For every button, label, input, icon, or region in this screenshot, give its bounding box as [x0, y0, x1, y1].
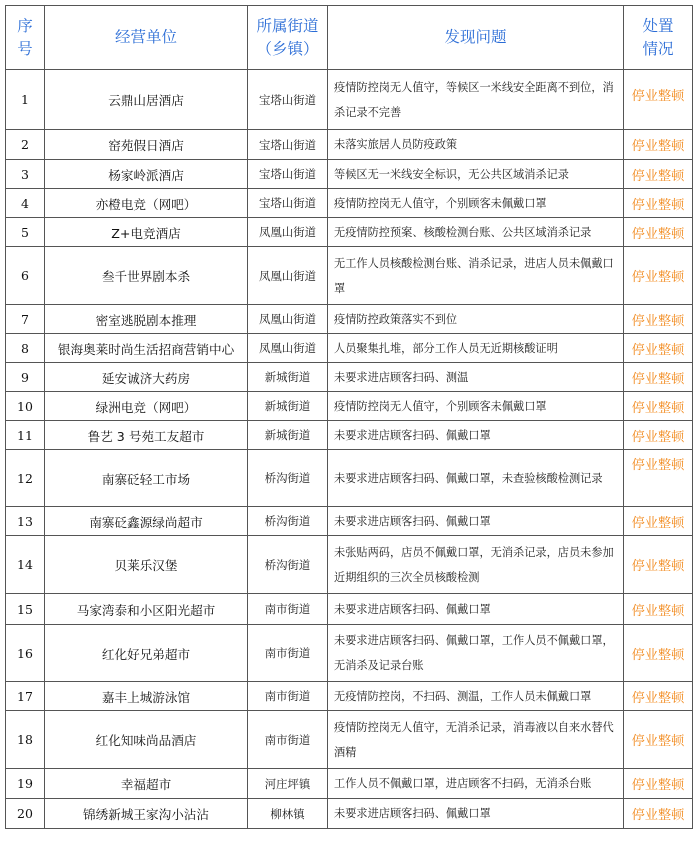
row-business-unit: 南寨砭鑫源绿尚超市: [45, 507, 248, 536]
row-disposal: [624, 450, 693, 507]
row-business-unit: 马家湾泰和小区阳光超市: [45, 594, 248, 625]
row-serial-number: 11: [6, 421, 45, 450]
row-issue: 未落实旅居人员防疫政策: [328, 130, 624, 160]
row-business-unit: 红化好兄弟超市: [45, 625, 248, 682]
table-row: [6, 536, 693, 594]
row-street: 南市街道: [248, 682, 328, 711]
row-serial-number: 14: [6, 536, 45, 594]
row-disposal: 停业整顿: [624, 594, 693, 625]
row-disposal: 停业整顿: [624, 305, 693, 334]
row-business-unit: 延安诚济大药房: [45, 363, 248, 392]
row-issue: 未要求进店顾客扫码、测温: [328, 363, 624, 392]
row-street: 柳林镇: [248, 799, 328, 829]
row-serial-number: 10: [6, 392, 45, 421]
row-serial-number: 4: [6, 189, 45, 218]
row-issue: 疫情防控岗无人值守，无消杀记录，消毒液以自来水替代酒精: [328, 711, 624, 769]
row-business-unit: Z+电竞酒店: [45, 218, 248, 247]
table-row: [6, 160, 693, 189]
table-row: [6, 392, 693, 421]
row-issue: 无疫情防控岗，不扫码、测温，工作人员未佩戴口罩: [328, 682, 624, 711]
table-row: [6, 334, 693, 363]
row-business-unit: 杨家岭派酒店: [45, 160, 248, 189]
row-serial-number: 6: [6, 247, 45, 305]
header-issues-found: 发现问题: [328, 6, 624, 70]
row-street: 南市街道: [248, 711, 328, 769]
row-disposal-text: 停业整顿: [631, 89, 685, 104]
row-disposal: [624, 70, 693, 130]
row-serial-number: 3: [6, 160, 45, 189]
row-issue: 无疫情防控预案、核酸检测台账、公共区域消杀记录: [328, 218, 624, 247]
row-serial-number: 5: [6, 218, 45, 247]
row-serial-number: 15: [6, 594, 45, 625]
row-business-unit: 贝莱乐汉堡: [45, 536, 248, 594]
row-street: 凤凰山街道: [248, 334, 328, 363]
row-disposal: 停业整顿: [624, 536, 693, 594]
row-street: 桥沟街道: [248, 450, 328, 507]
row-disposal: 停业整顿: [624, 421, 693, 450]
row-issue: 人员聚集扎堆，部分工作人员无近期核酸证明: [328, 334, 624, 363]
row-business-unit: 窑苑假日酒店: [45, 130, 248, 160]
row-serial-number: 17: [6, 682, 45, 711]
row-business-unit: 亦橙电竞（网吧）: [45, 189, 248, 218]
table-row: [6, 363, 693, 392]
table-row: [6, 799, 693, 829]
row-disposal: 停业整顿: [624, 218, 693, 247]
row-serial-number: 9: [6, 363, 45, 392]
row-disposal: 停业整顿: [624, 769, 693, 799]
row-serial-number: 18: [6, 711, 45, 769]
row-business-unit: 叁千世界剧本杀: [45, 247, 248, 305]
row-business-unit: 幸福超市: [45, 769, 248, 799]
row-issue: 未要求进店顾客扫码、佩戴口罩，工作人员不佩戴口罩，无消杀及记录台账: [328, 625, 624, 682]
row-issue: 无工作人员核酸检测台账、消杀记录，进店人员未佩戴口罩: [328, 247, 624, 305]
table-row: [6, 189, 693, 218]
row-business-unit: 南寨砭轻工市场: [45, 450, 248, 507]
row-business-unit: 云鼎山居酒店: [45, 70, 248, 130]
table-header-row: [6, 6, 693, 70]
table-row: [6, 769, 693, 799]
row-street: 宝塔山街道: [248, 70, 328, 130]
row-disposal: 停业整顿: [624, 625, 693, 682]
row-disposal: 停业整顿: [624, 682, 693, 711]
row-business-unit: 红化知味尚品酒店: [45, 711, 248, 769]
row-street: 新城街道: [248, 363, 328, 392]
row-issue: 未张贴两码，店员不佩戴口罩，无消杀记录，店员未参加近期组织的三次全员核酸检测: [328, 536, 624, 594]
row-business-unit: 嘉丰上城游泳馆: [45, 682, 248, 711]
table-row: [6, 218, 693, 247]
row-business-unit: 密室逃脱剧本推理: [45, 305, 248, 334]
table-row: [6, 450, 693, 507]
table-row: [6, 507, 693, 536]
row-serial-number: 19: [6, 769, 45, 799]
table-row: [6, 421, 693, 450]
row-serial-number: 16: [6, 625, 45, 682]
row-disposal: 停业整顿: [624, 363, 693, 392]
row-street: 桥沟街道: [248, 536, 328, 594]
row-issue: 疫情防控岗无人值守，个别顾客未佩戴口罩: [328, 189, 624, 218]
row-disposal: 停业整顿: [624, 799, 693, 829]
inspection-table: [5, 5, 693, 829]
row-disposal: 停业整顿: [624, 392, 693, 421]
row-street: 桥沟街道: [248, 507, 328, 536]
row-issue: 疫情防控岗无人值守，等候区一米线安全距离不到位，消杀记录不完善: [328, 70, 624, 130]
row-issue: 未要求进店顾客扫码、佩戴口罩: [328, 799, 624, 829]
row-serial-number: 13: [6, 507, 45, 536]
header-street: 所属街道 （乡镇）: [248, 6, 328, 70]
row-disposal: 停业整顿: [624, 711, 693, 769]
table-row: [6, 247, 693, 305]
row-street: 河庄坪镇: [248, 769, 328, 799]
row-disposal: 停业整顿: [624, 247, 693, 305]
row-issue: 未要求进店顾客扫码、佩戴口罩，未查验核酸检测记录: [328, 450, 624, 507]
table-row: [6, 130, 693, 160]
row-street: 宝塔山街道: [248, 130, 328, 160]
row-street: 宝塔山街道: [248, 189, 328, 218]
row-street: 凤凰山街道: [248, 247, 328, 305]
table-row: [6, 305, 693, 334]
table-row: [6, 711, 693, 769]
header-disposal: 处置 情况: [624, 6, 693, 70]
row-street: 南市街道: [248, 625, 328, 682]
row-issue: 未要求进店顾客扫码、佩戴口罩: [328, 421, 624, 450]
row-issue: 疫情防控岗无人值守，个别顾客未佩戴口罩: [328, 392, 624, 421]
row-serial-number: 1: [6, 70, 45, 130]
row-issue: 等候区无一米线安全标识，无公共区域消杀记录: [328, 160, 624, 189]
row-disposal: 停业整顿: [624, 130, 693, 160]
header-serial-number: 序 号: [6, 6, 45, 70]
row-street: 新城街道: [248, 421, 328, 450]
row-street: 宝塔山街道: [248, 160, 328, 189]
row-serial-number: 8: [6, 334, 45, 363]
row-issue: 未要求进店顾客扫码、佩戴口罩: [328, 594, 624, 625]
table-row: [6, 70, 693, 130]
notice-table-container: [5, 5, 693, 829]
row-serial-number: 2: [6, 130, 45, 160]
table-row: [6, 594, 693, 625]
row-business-unit: 绿洲电竞（网吧）: [45, 392, 248, 421]
row-business-unit: 锦绣新城王家沟小沾沾: [45, 799, 248, 829]
row-issue: 疫情防控政策落实不到位: [328, 305, 624, 334]
header-business-unit: 经营单位: [45, 6, 248, 70]
row-street: 凤凰山街道: [248, 218, 328, 247]
row-street: 凤凰山街道: [248, 305, 328, 334]
row-business-unit: 鲁艺 3 号苑工友超市: [45, 421, 248, 450]
row-serial-number: 12: [6, 450, 45, 507]
row-issue: 工作人员不佩戴口罩，进店顾客不扫码，无消杀台账: [328, 769, 624, 799]
row-street: 新城街道: [248, 392, 328, 421]
row-issue: 未要求进店顾客扫码、佩戴口罩: [328, 507, 624, 536]
table-row: [6, 625, 693, 682]
row-disposal-text: 停业整顿: [631, 458, 685, 473]
row-disposal: 停业整顿: [624, 507, 693, 536]
row-street: 南市街道: [248, 594, 328, 625]
row-disposal: 停业整顿: [624, 334, 693, 363]
row-serial-number: 7: [6, 305, 45, 334]
row-business-unit: 银海奥莱时尚生活招商营销中心: [45, 334, 248, 363]
row-disposal: 停业整顿: [624, 189, 693, 218]
table-row: [6, 682, 693, 711]
row-serial-number: 20: [6, 799, 45, 829]
row-disposal: 停业整顿: [624, 160, 693, 189]
